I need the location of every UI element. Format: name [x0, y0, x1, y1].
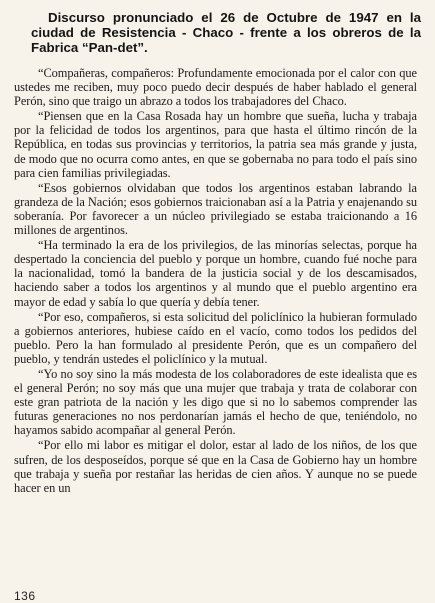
paragraph: “Esos gobiernos olvidaban que todos los argentinos estaban labrando la grandeza de la Nación; esos gobiernos traicionaban así a la Patria y enajenando su soberanía. Por favorecer a un núcleo privilegiado se estaba traicionando a 16 millones de argentinos.: [14, 180, 417, 238]
paragraph: “Por eso, compañeros, si esta solicitud del policlínico la hubieran formulado a gobiernos anteriores, hubiese caído en el vacío, como todos los pedidos del pueblo. Pero la han formulado al presidente Perón, que es un compañero del pueblo, y tendrán ustedes el policlínico y la mutual.: [14, 309, 417, 366]
speech-body: [14, 66, 417, 496]
paragraph: “Yo no soy sino la más modesta de los colaboradores de este idealista que es el general Perón; no soy más que una mujer que trabaja y trata de colaborar con este gran patriota de la nación y les digo que si no lo sabemos comprender las futuras generaciones no nos perdonarían jamás el hecho de que, teniéndolo, no hayamos sabido acompañar al general Perón.: [14, 366, 417, 438]
paragraph: “Por ello mi labor es mitigar el dolor, estar al lado de los niños, de los que sufren, de los desposeídos, porque sé que en la Casa de Gobierno hay un hombre que trabaja y sueña por restañar las heridas de cien años. Y aunque no se puede hacer en un: [14, 438, 417, 495]
page-number: 136: [14, 589, 36, 603]
paragraph: “Compañeras, compañeros: Profundamente emocionada por el calor con que ustedes me reciben, muy poco puedo decir después de haber hablado el general Perón, sino que traigo un abrazo a todos los trabajadores del Chaco.: [14, 66, 417, 109]
speech-heading: Discurso pronunciado el 26 de Octubre de 1947 en la ciudad de Resistencia - Chaco - frente a los obreros de la Fabrica “Pan-det”.: [31, 10, 421, 56]
paragraph: “Ha terminado la era de los privilegios, de las minorías selectas, porque ha despertado la conciencia del pueblo y porque un hombre, cuando fué noche para la nacionalidad, tomó la bandera de la justicia social y de los descamisados, haciendo saber a todos los argentinos y al mundo que el pueblo argentino era mayor de edad y sabía lo que quería y debía tener.: [14, 238, 417, 309]
paragraph: “Piensen que en la Casa Rosada hay un hombre que sueña, lucha y trabaja por la felicidad de todos los argentinos, para que hasta el último rincón de la República, en todas sus provincias y territorios, la patria sea más grande y justa, de modo que no ocurra como antes, en que se gobernaba no para todo el país sino para cien familias privilegiadas.: [14, 109, 417, 180]
